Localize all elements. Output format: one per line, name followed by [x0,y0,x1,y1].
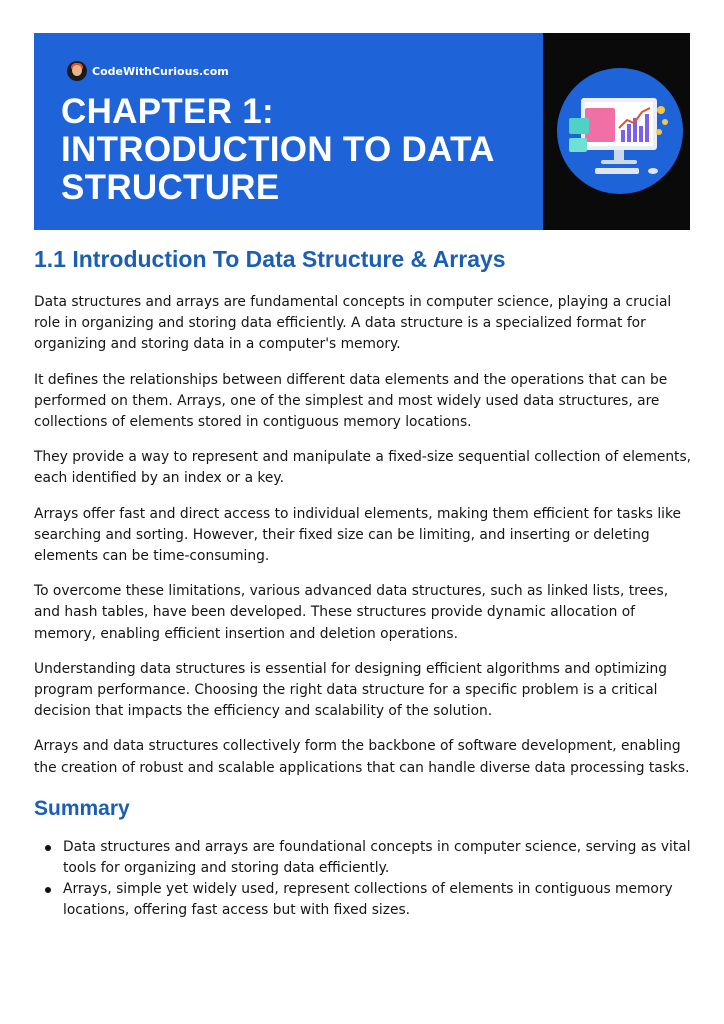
list-item [34,837,694,879]
brand[interactable] [67,61,229,81]
paragraph: Understanding data structures is essential for designing efficient algorithms and optimizing program performance. Choosing the right data structure for a specific problem is a critical decision that impacts the efficiency and scalability of the solution. [34,660,668,720]
list-item [34,879,694,921]
paragraph: To overcome these limitations, various advanced data structures, such as linked lists, trees, and hash tables, have been developed. These structures provide dynamic allocation of memory, enabling efficient insertion and deletion operations. [34,583,669,642]
brand-name: CodeWithCurious.com [92,64,229,78]
analytics-monitor-icon [557,68,683,194]
main-content [34,244,694,922]
chapter-banner [34,33,543,230]
paragraph: Arrays offer fast and direct access to individual elements, making them efficient for tasks like searching and sorting. However, their fixed size can be limiting, and inserting or deleting elements can be time-consuming. [34,505,681,565]
paragraph: Data structures and arrays are fundamental concepts in computer science, playing a crucial role in organizing and storing data efficiently. A data structure is a specialized format for organizing and storing data in a computer's memory. [34,294,672,353]
section-heading: 1.1 Introduction To Data Structure & Arrays [34,246,506,272]
bullet-icon [45,845,51,851]
paragraph: Arrays and data structures collectively form the backbone of software development, enabling the creation of robust and scalable applications that can handle diverse data processing tasks. [34,738,690,776]
paragraph: They provide a way to represent and manipulate a fixed-size sequential collection of elements, each identified by an index or a key. [34,449,692,487]
list-item-text: Arrays, simple yet widely used, represent collections of elements in contiguous memory locations, offering fast access but with fixed sizes. [63,881,673,919]
summary-list [34,837,694,922]
summary-heading: Summary [34,796,130,820]
bullet-icon [45,887,51,893]
list-item-text: Data structures and arrays are foundational concepts in computer science, serving as vital tools for organizing and storing data efficiently. [63,838,691,877]
paragraph: It defines the relationships between different data elements and the operations that can be performed on them. Arrays, one of the simplest and most widely used data structures, are collections of elements stored in contiguous memory locations. [34,371,668,431]
chapter-title: CHAPTER 1: INTRODUCTION TO DATA STRUCTURE [61,92,495,207]
avatar-logo-icon [67,61,87,81]
banner-illustration-panel [543,33,690,230]
